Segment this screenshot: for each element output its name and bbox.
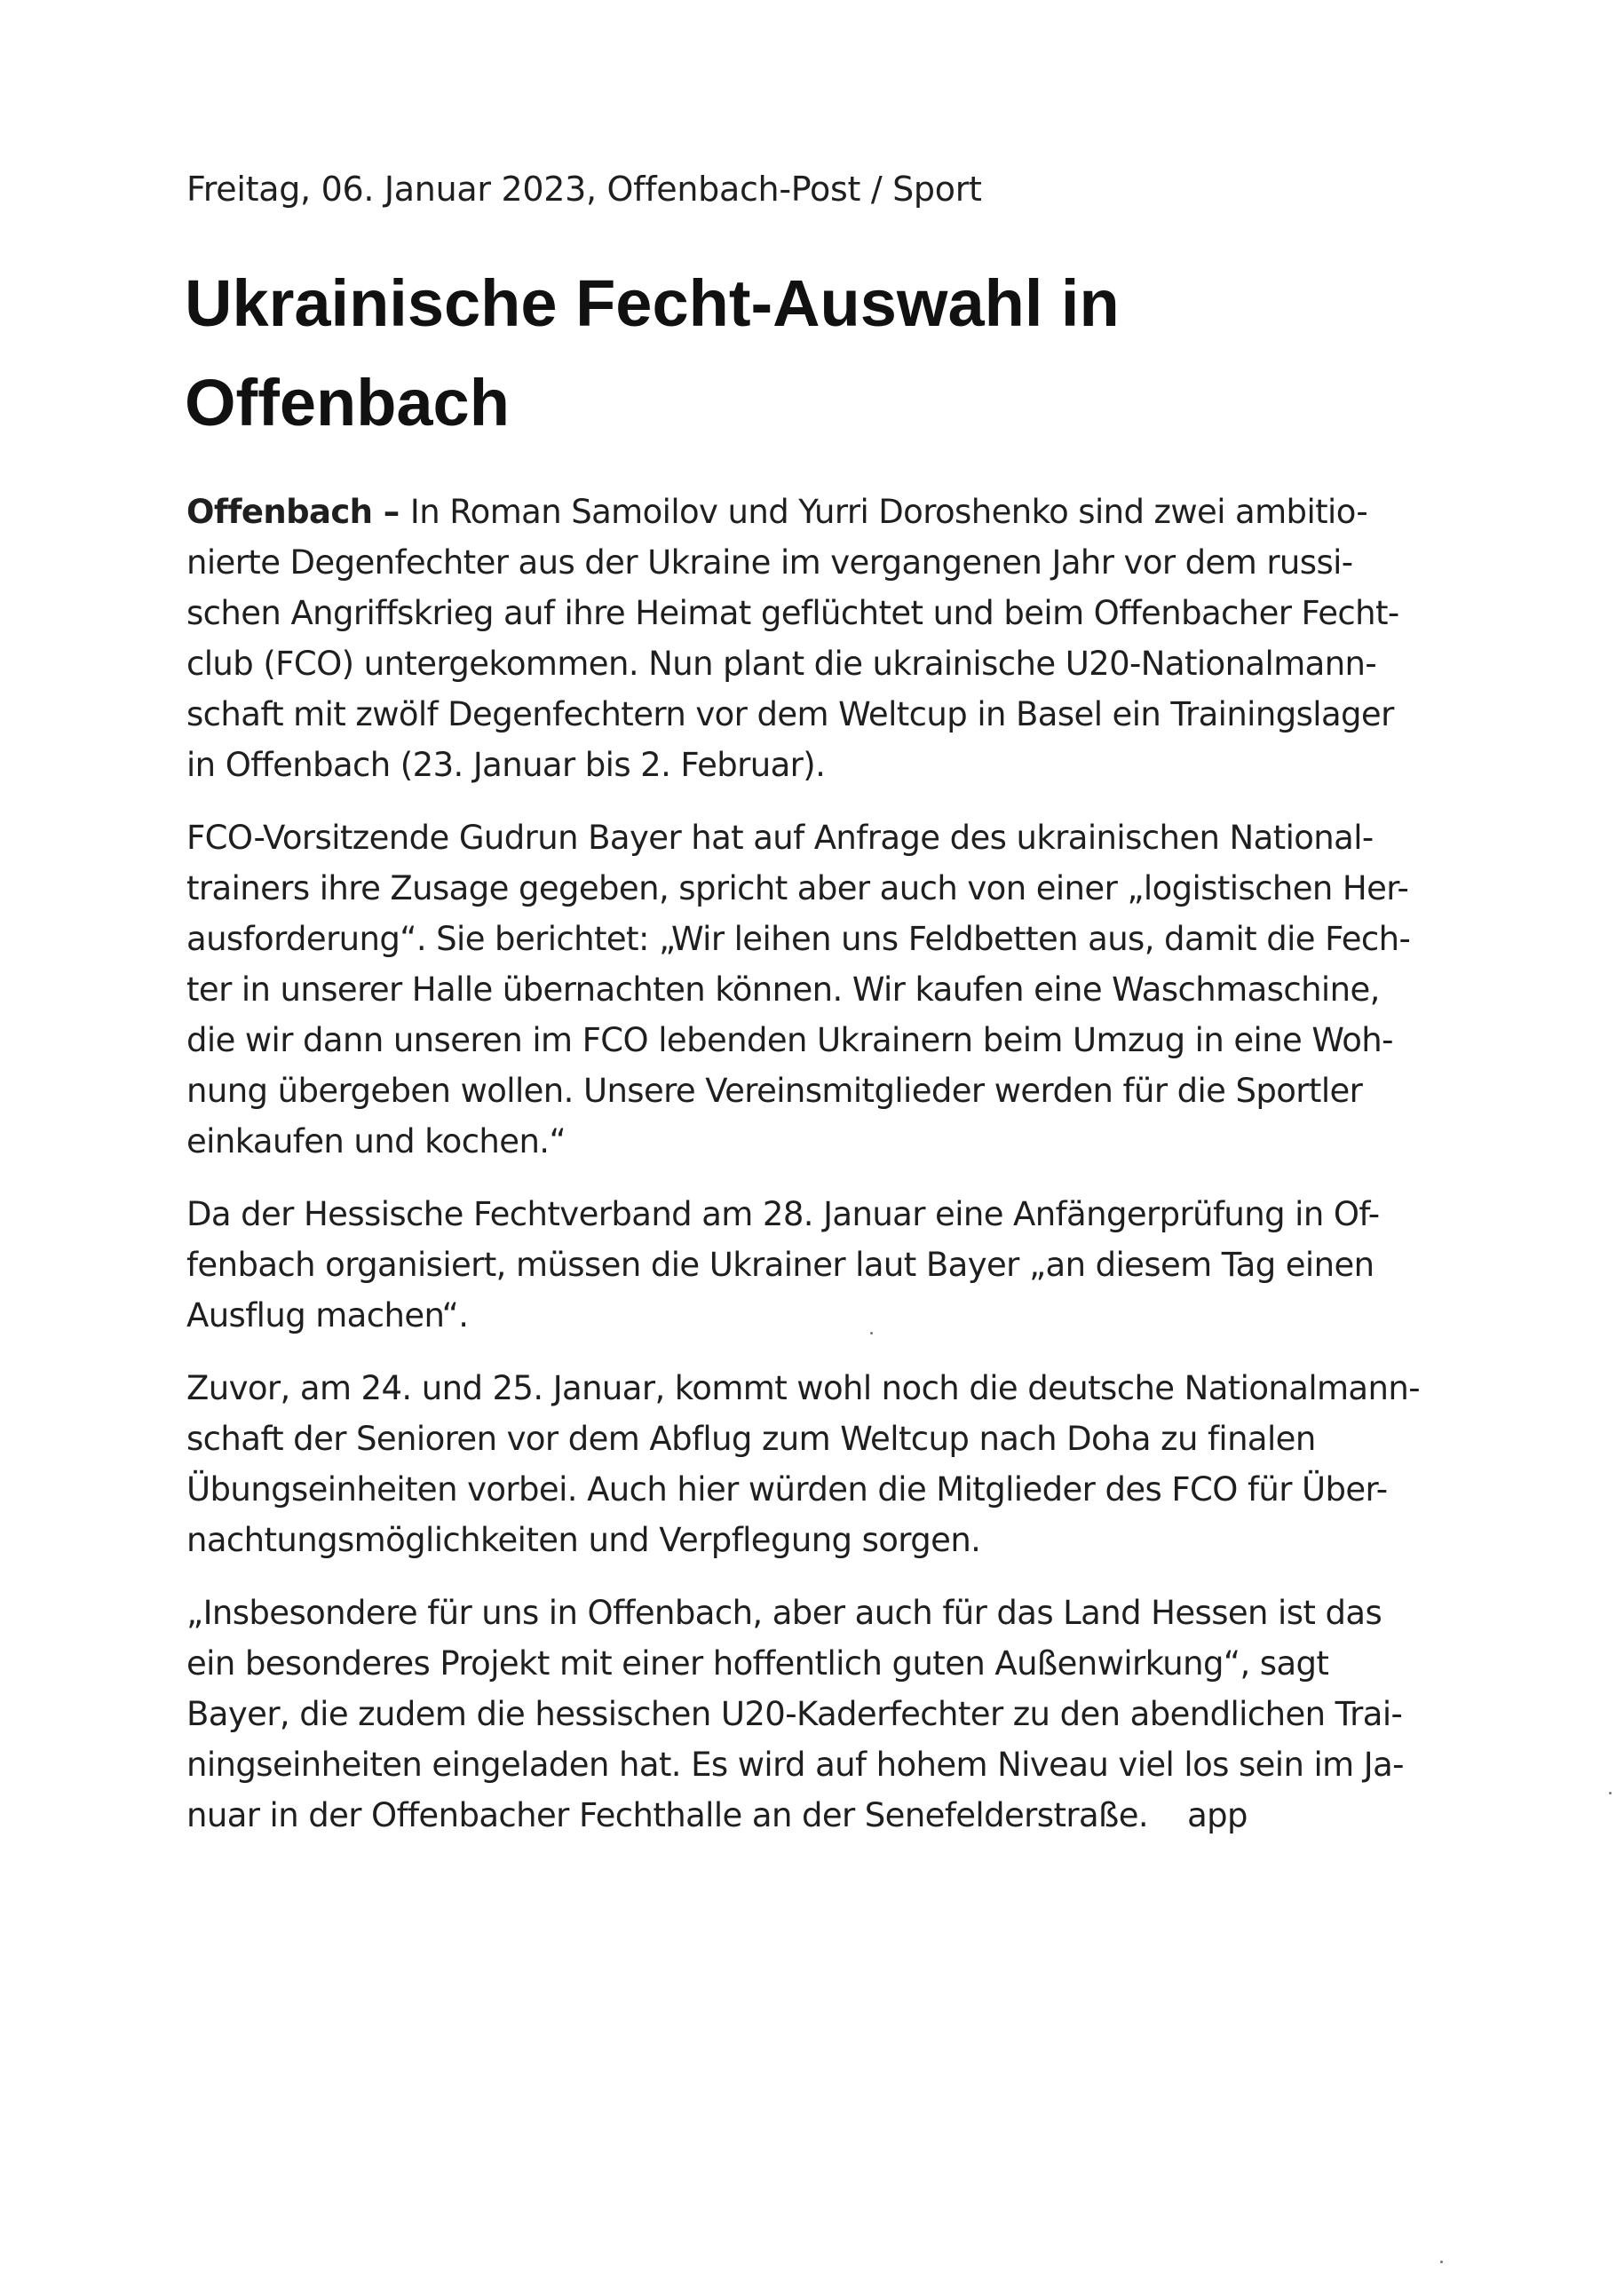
paragraph-line: ter in unserer Halle übernachten können. Wir kaufen eine Waschmaschine, [186, 970, 1380, 1009]
author-initials: app [1187, 1796, 1248, 1834]
paragraph-line: club (FCO) untergekommen. Nun plant die ukrainische U20-Nationalmann- [186, 645, 1377, 683]
paragraph [186, 1189, 1492, 1341]
line-text: In Roman Samoilov und Yurri Doroshenko sind zwei ambitio- [409, 493, 1368, 531]
paragraph-line: Zuvor, am 24. und 25. Januar, kommt wohl noch die deutsche Nationalmann- [186, 1369, 1420, 1407]
paragraph-line: einkaufen und kochen.“ [186, 1122, 566, 1160]
paragraph-line [186, 487, 1492, 537]
paragraph [186, 487, 1492, 790]
article-body [186, 487, 1492, 1863]
paragraph-line: nung übergeben wollen. Unsere Vereinsmitglieder werden für die Sportler [186, 1072, 1363, 1110]
paragraph-line: Ausflug machen“. [186, 1296, 469, 1334]
location-kicker: Offenbach [186, 493, 373, 531]
paragraph-line: fenbach organisiert, müssen die Ukrainer laut Bayer „an diesem Tag einen [186, 1246, 1374, 1284]
paragraph [186, 1363, 1492, 1565]
paragraph [186, 812, 1492, 1167]
paragraph-line: schaft der Senioren vor dem Abflug zum Weltcup nach Doha zu finalen [186, 1420, 1316, 1458]
paragraph-line: nierte Degenfechter aus der Ukraine im vergangenen Jahr vor dem russi- [186, 543, 1353, 582]
paragraph-line: Da der Hessische Fechtverband am 28. Januar eine Anfängerprüfung in Of- [186, 1195, 1380, 1233]
paragraph-line: schaft mit zwölf Degenfechtern vor dem Weltcup in Basel ein Trainingslager [186, 695, 1394, 733]
paragraph-line: FCO-Vorsitzende Gudrun Bayer hat auf Anfrage des ukrainischen National- [186, 819, 1374, 857]
paragraph-line: ningseinheiten eingeladen hat. Es wird auf hohem Niveau viel los sein im Ja- [186, 1746, 1404, 1784]
kicker-separator: – [372, 493, 410, 531]
line-text: nuar in der Offenbacher Fechthalle an der Senefelderstraße. [186, 1796, 1149, 1834]
paragraph-line: schen Angriffskrieg auf ihre Heimat geflüchtet und beim Offenbacher Fecht- [186, 594, 1399, 632]
dateline: Freitag, 06. Januar 2023, Offenbach-Post / Sport [186, 170, 982, 209]
scan-speck [870, 1332, 873, 1334]
scan-speck [1440, 2261, 1443, 2263]
headline: Ukrainische Fecht-Auswahl in Offenbach [185, 266, 1120, 440]
paragraph-line: ausforderung“. Sie berichtet: „Wir leihen uns Feldbetten aus, damit die Fech- [186, 920, 1411, 958]
paragraph-line [186, 1790, 1492, 1841]
paragraph-line: in Offenbach (23. Januar bis 2. Februar). [186, 746, 826, 784]
paragraph-line: trainers ihre Zusage gegeben, spricht aber auch von einer „logistischen Her- [186, 869, 1409, 907]
paragraph-line: „Insbesondere für uns in Offenbach, aber auch für das Land Hessen ist das [186, 1594, 1382, 1632]
paragraph-line: Bayer, die zudem die hessischen U20-Kaderfechter zu den abendlichen Trai- [186, 1695, 1403, 1733]
paragraph-line: ein besonderes Projekt mit einer hoffentlich guten Außenwirkung“, sagt [186, 1644, 1329, 1683]
paragraph [186, 1588, 1492, 1841]
paragraph-line: nachtungsmöglichkeiten und Verpflegung sorgen. [186, 1521, 981, 1559]
paragraph-line: die wir dann unseren im FCO lebenden Ukrainern beim Umzug in eine Woh- [186, 1021, 1393, 1059]
paragraph-line: Übungseinheiten vorbei. Auch hier würden die Mitglieder des FCO für Über- [186, 1470, 1388, 1509]
scan-speck [1609, 1792, 1612, 1794]
